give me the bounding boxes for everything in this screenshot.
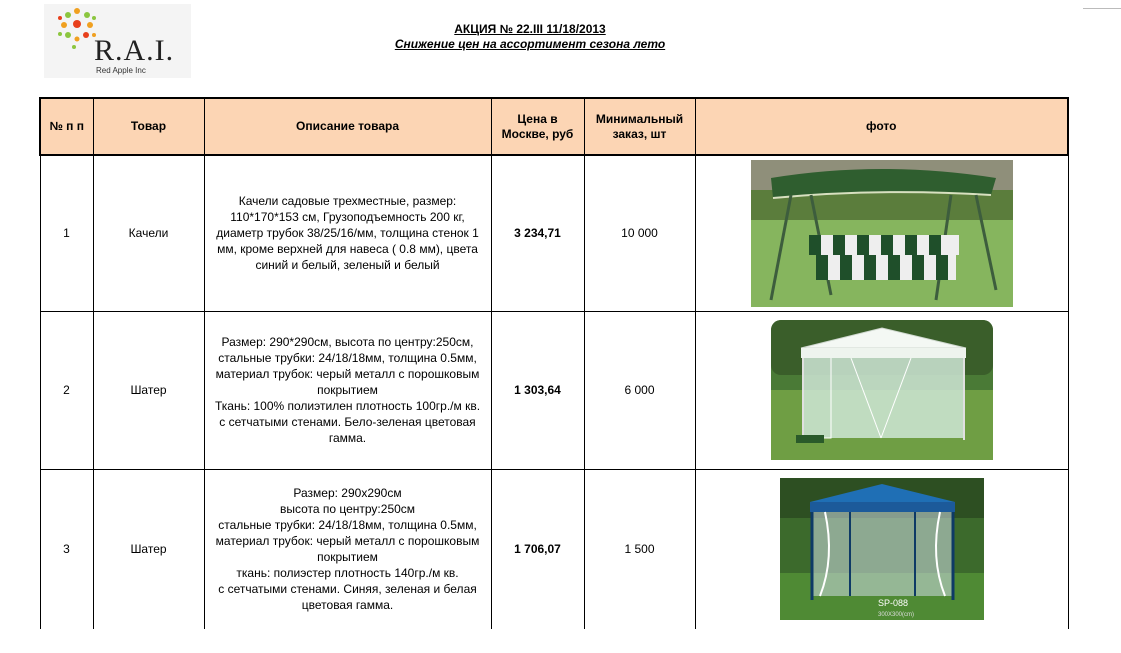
- col-header-num: № п п: [40, 98, 93, 155]
- promo-header: [380, 22, 680, 52]
- row-product: Шатер: [93, 469, 204, 629]
- row-description: Качели садовые трехместные, размер: 110*170*153 см, Грузоподъемность 200 кг, диаметр трубок 38/25/16/мм, толщина стенок 1 мм, кроме верхней для навеса ( 0.8 мм), цвета синий и белый, зеленый и белый: [204, 155, 491, 311]
- col-header-photo: фото: [695, 98, 1068, 155]
- row-photo-cell: [695, 469, 1068, 629]
- table-header-row: [40, 98, 1068, 155]
- logo-tagline: Red Apple Inc: [96, 66, 146, 75]
- table-row: [40, 155, 1068, 311]
- promo-subtitle: Снижение цен на ассортимент сезона лето: [394, 37, 666, 51]
- row-description: [204, 311, 491, 469]
- row-num: 2: [40, 311, 93, 469]
- page-edge-line: [1083, 0, 1121, 9]
- logo-name: R.A.I.: [94, 34, 175, 67]
- description-line: высота по центру:250см: [279, 502, 416, 517]
- row-description: [204, 469, 491, 629]
- row-price: 3 234,71: [491, 155, 584, 311]
- garden-swing-photo: [751, 160, 1013, 307]
- description-line: ткань: полиэстер плотность 140гр./м кв.: [236, 566, 459, 581]
- blue-tent-photo: [780, 478, 984, 620]
- photo-size-label: 300X300(cm): [877, 612, 914, 619]
- description-line: стальные трубки: 24/18/18мм, толщина 0.5мм,: [218, 351, 477, 365]
- col-header-min-order: Минимальный заказ, шт: [584, 98, 695, 155]
- description-line: материал трубок: черый металл с порошковым покрытием: [215, 534, 480, 565]
- row-product: Шатер: [93, 311, 204, 469]
- col-header-price: Цена в Москве, руб: [491, 98, 584, 155]
- col-header-description: Описание товара: [204, 98, 491, 155]
- col-header-product: Товар: [93, 98, 204, 155]
- company-logo: [44, 4, 191, 78]
- row-num: 3: [40, 469, 93, 629]
- photo-model-label: SP-088: [877, 598, 908, 609]
- row-price: 1 706,07: [491, 469, 584, 629]
- row-min-order: 10 000: [584, 155, 695, 311]
- description-line: Размер: 290х290см: [293, 486, 402, 501]
- description-line: с сетчатыми стенами. Синяя, зеленая и белая цветовая гамма.: [218, 582, 477, 613]
- description-line: с сетчатыми стенами. Бело-зеленая цветовая гамма.: [219, 415, 476, 445]
- row-min-order: 6 000: [584, 311, 695, 469]
- row-num: 1: [40, 155, 93, 311]
- row-min-order: 1 500: [584, 469, 695, 629]
- description-line: материал трубок: черый металл с порошковым покрытием: [215, 367, 480, 397]
- table-row: [40, 469, 1068, 629]
- price-table: [39, 97, 1069, 629]
- description-line: Размер: 290*290см, высота по центру:250см,: [221, 335, 474, 349]
- row-photo-cell: [695, 155, 1068, 311]
- green-tent-photo: [771, 320, 993, 460]
- promo-title: АКЦИЯ № 22.III 11/18/2013: [454, 22, 606, 36]
- table-row: [40, 311, 1068, 469]
- description-line: стальные трубки: 24/18/18мм, толщина 0.5мм,: [218, 518, 477, 533]
- row-price: 1 303,64: [491, 311, 584, 469]
- description-line: Ткань: 100% полиэтилен плотность 100гр./м кв.: [214, 399, 481, 413]
- row-photo-cell: [695, 311, 1068, 469]
- row-product: Качели: [93, 155, 204, 311]
